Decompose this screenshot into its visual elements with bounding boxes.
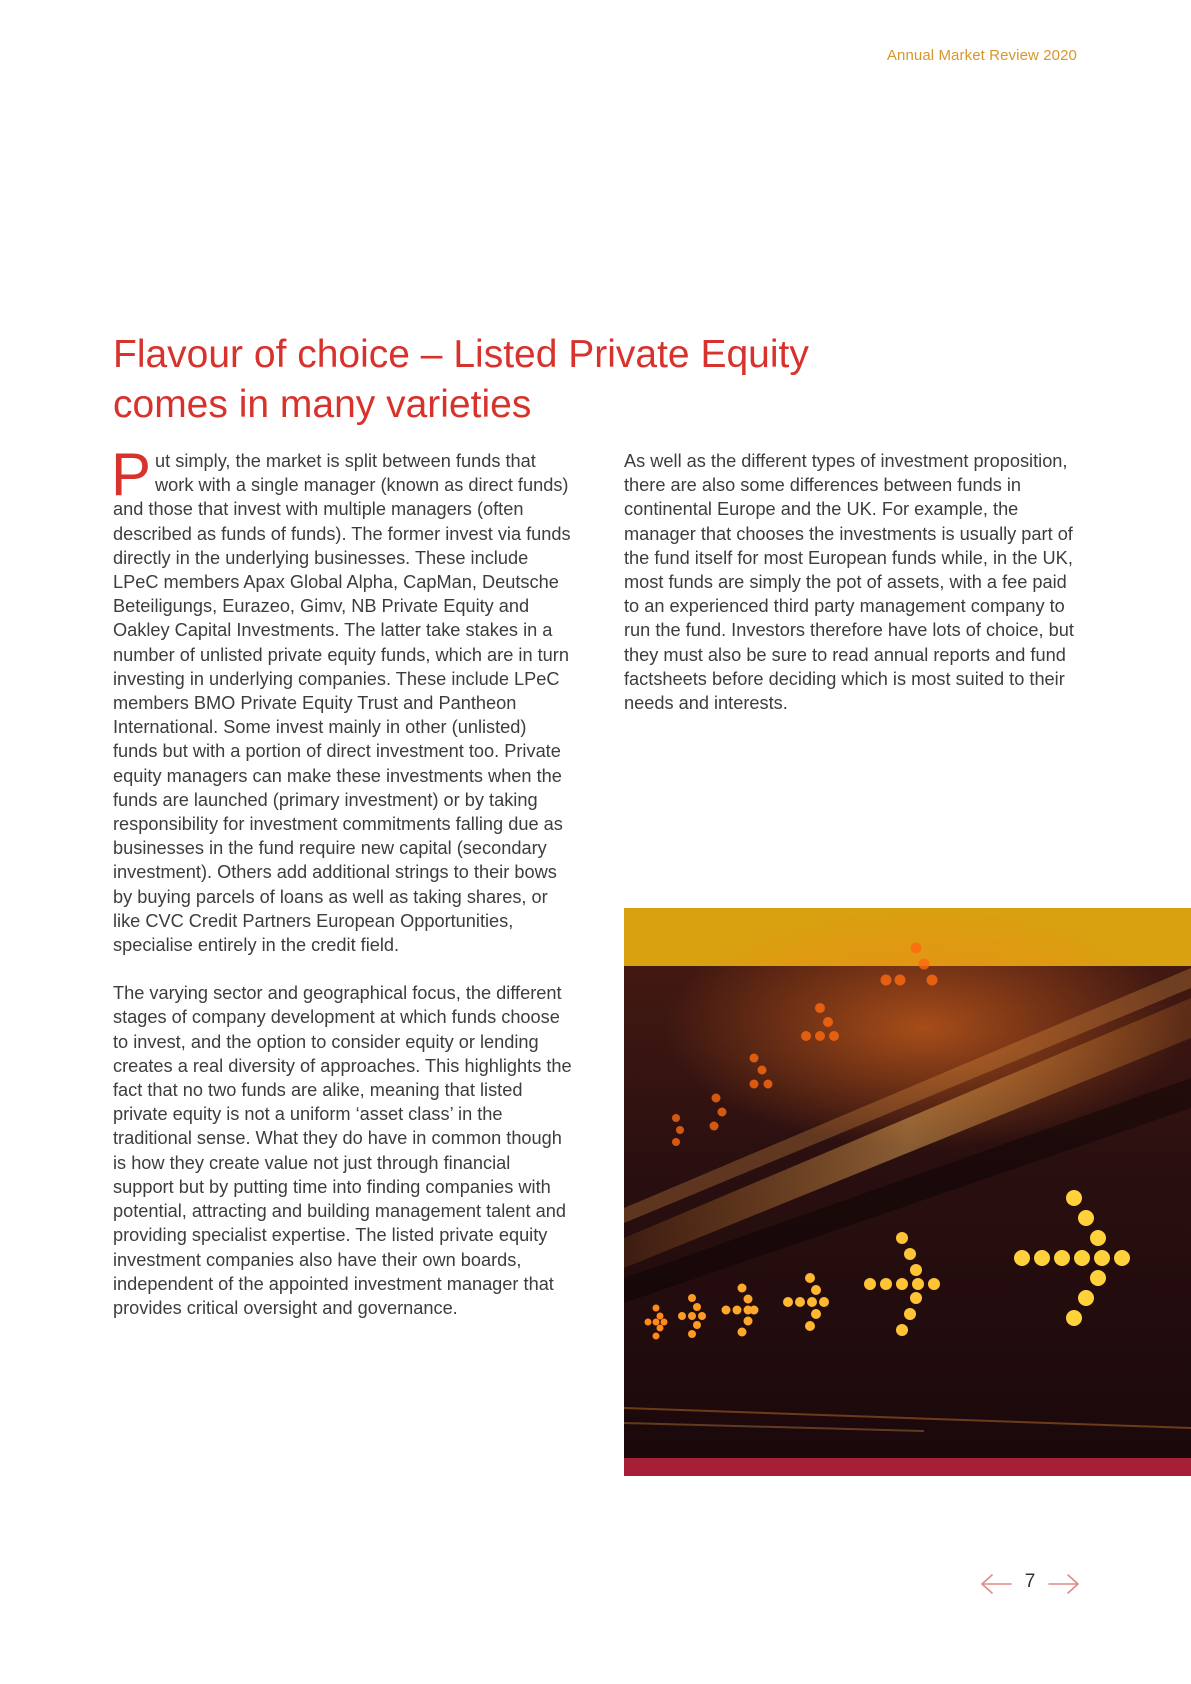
next-page-arrow-icon[interactable] (1048, 1573, 1080, 1595)
page-title-line-1: Flavour of choice – Listed Private Equity (113, 333, 809, 376)
arrow-sign-photo (624, 908, 1191, 1476)
page-title-line-2: comes in many varieties (113, 383, 532, 426)
drop-cap: P (111, 441, 152, 508)
body-paragraph-2: The varying sector and geographical focus, the different stages of company development at which funds choose to invest, and the option to consider equity or lending creates a real diversity of approaches. This highlights the fact that no two funds are alike, meaning that listed private equity is not a uniform ‘asset class’ in the traditional sense. What they do have in common though is how they create value not just through financial support but by putting time into finding companies with potential, attracting and building management talent and providing specialist expertise. The listed private equity investment companies also have their own boards, independent of the appointed investment manager that provides critical oversight and governance. (113, 983, 572, 1318)
left-column (111, 441, 573, 1344)
body-paragraph-1-text: ut simply, the market is split between funds that work with a single manager (known as direct funds) and those that invest with multiple managers (often described as funds of funds). The former invest via funds directly in the underlying businesses. These include LPeC members Apax Global Alpha, CapMan, Deutsche Beteiligungs, Eurazeo, Gimv, NB Private Equity and Oakley Capital Investments. The latter take stakes in a number of unlisted private equity funds, which are in turn investing in underlying companies. These include LPeC members BMO Private Equity Trust and Pantheon International. Some invest mainly in other (unlisted) funds but with a portion of direct investment too. Private equity managers can make these investments when the funds are launched (primary investment) or by taking responsibility for investment commitments falling due as businesses in the fund require new capital (secondary investment). Others add additional strings to their bows by buying parcels of loans as well as taking shares, or like CVC Credit Partners European Opportunities, specialise entirely in the credit field. (113, 451, 571, 956)
page-title (113, 330, 853, 430)
page-number: 7 (1024, 1571, 1036, 1592)
body-paragraph-3: As well as the different types of investment proposition, there are also some differences between funds in continental Europe and the UK. For example, the manager that chooses the investments is usually part of the fund itself for most European funds while, in the UK, most funds are simply the pot of assets, with a fee paid to an experienced third party management company to run the fund. Investors therefore have lots of choice, but they must also be sure to read annual reports and fund factsheets before deciding which is most suited to their needs and interests. (624, 451, 1074, 714)
photo-crimson-band (624, 1458, 1191, 1476)
right-column (624, 449, 1084, 739)
pager (978, 1568, 1082, 1598)
running-header: Annual Market Review 2020 (886, 47, 1077, 64)
body-paragraph-1 (111, 441, 573, 957)
previous-page-arrow-icon[interactable] (980, 1573, 1012, 1595)
